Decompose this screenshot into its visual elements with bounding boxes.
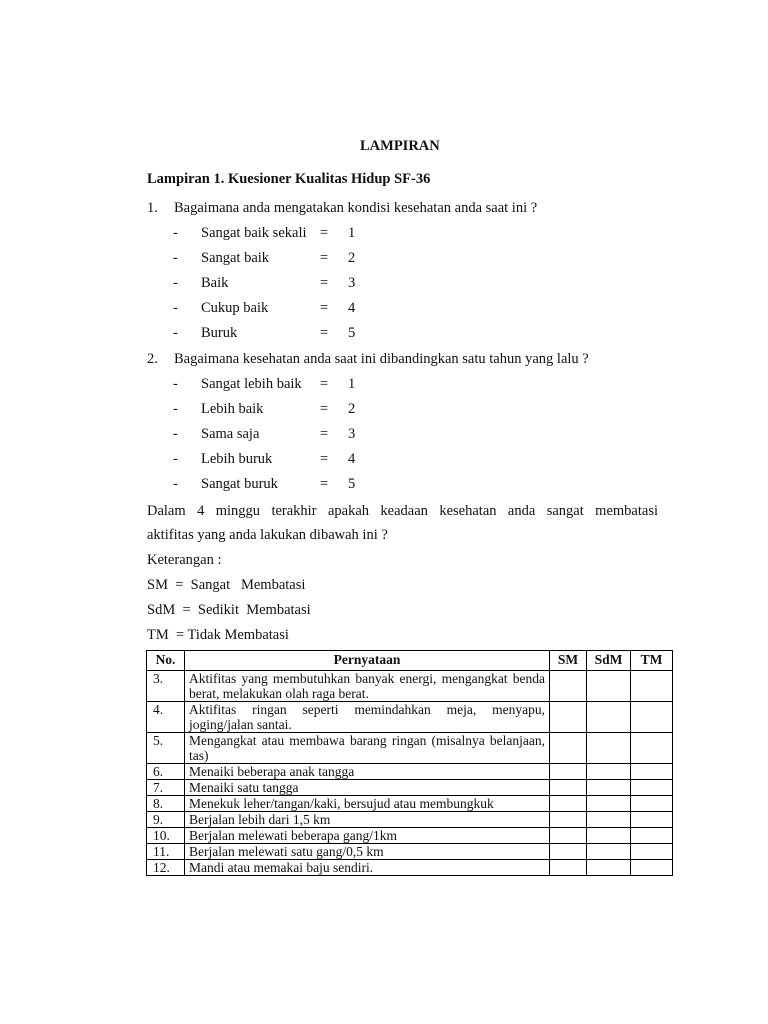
row-statement: Berjalan melewati satu gang/0,5 km [185, 844, 550, 860]
answer-cell-sdm[interactable] [587, 671, 631, 702]
answer-cell-sm[interactable] [550, 780, 587, 796]
option-equals: = [320, 376, 329, 392]
answer-cell-tm[interactable] [631, 702, 673, 733]
option-equals: = [320, 225, 329, 241]
answer-cell-sm[interactable] [550, 702, 587, 733]
option-dash: - [173, 250, 178, 266]
answer-cell-sdm[interactable] [587, 844, 631, 860]
option-dash: - [173, 300, 178, 316]
row-statement: Aktifitas ringan seperti memindahkan meja, menyapu, joging/jalan santai. [185, 702, 550, 733]
answer-cell-sdm[interactable] [587, 828, 631, 844]
option-label: Lebih buruk [201, 451, 273, 467]
legend-sdm: SdM = Sedikit Membatasi [147, 602, 311, 618]
answer-cell-tm[interactable] [631, 796, 673, 812]
row-number: 9. [147, 812, 185, 828]
option-value: 5 [348, 476, 356, 492]
answer-cell-sdm[interactable] [587, 860, 631, 876]
header-pernyataan: Pernyataan [185, 651, 550, 671]
row-number: 10. [147, 828, 185, 844]
answer-cell-tm[interactable] [631, 764, 673, 780]
answer-cell-sm[interactable] [550, 671, 587, 702]
option-equals: = [320, 275, 329, 291]
option-dash: - [173, 426, 178, 442]
header-sdm: SdM [587, 651, 631, 671]
option-equals: = [320, 401, 329, 417]
answer-cell-sm[interactable] [550, 844, 587, 860]
option-equals: = [320, 451, 329, 467]
answer-cell-tm[interactable] [631, 812, 673, 828]
option-label: Sangat baik sekali [201, 225, 307, 241]
option-equals: = [320, 250, 329, 266]
option-value: 4 [348, 451, 356, 467]
row-statement: Mandi atau memakai baju sendiri. [185, 860, 550, 876]
option-value: 2 [348, 250, 356, 266]
row-number: 5. [147, 733, 185, 764]
option-equals: = [320, 325, 329, 341]
answer-cell-sm[interactable] [550, 860, 587, 876]
header-sm: SM [550, 651, 587, 671]
option-label: Buruk [201, 325, 238, 341]
table-row [147, 780, 673, 796]
answer-cell-sm[interactable] [550, 828, 587, 844]
option-label: Baik [201, 275, 229, 291]
row-statement: Aktifitas yang membutuhkan banyak energi, mengangkat benda berat, melakukan olah raga berat. [185, 671, 550, 702]
option-dash: - [173, 476, 178, 492]
answer-cell-sm[interactable] [550, 764, 587, 780]
row-statement: Menekuk leher/tangan/kaki, bersujud atau membungkuk [185, 796, 550, 812]
question-number: 1. [147, 200, 158, 216]
legend-sm: SM = Sangat Membatasi [147, 577, 306, 593]
option-equals: = [320, 426, 329, 442]
option-value: 1 [348, 225, 356, 241]
table-row [147, 828, 673, 844]
option-dash: - [173, 225, 178, 241]
option-label: Sangat lebih baik [201, 376, 302, 392]
question-text: Bagaimana anda mengatakan kondisi kesehatan anda saat ini ? [174, 200, 538, 216]
row-statement: Menaiki beberapa anak tangga [185, 764, 550, 780]
header-no: No. [147, 651, 185, 671]
table-row [147, 702, 673, 733]
row-number: 7. [147, 780, 185, 796]
option-value: 1 [348, 376, 356, 392]
intro-text-line-1: Dalam 4 minggu terakhir apakah keadaan kesehatan anda sangat membatasi [147, 503, 658, 519]
answer-cell-sdm[interactable] [587, 796, 631, 812]
answer-cell-tm[interactable] [631, 860, 673, 876]
option-equals: = [320, 476, 329, 492]
row-number: 8. [147, 796, 185, 812]
keterangan-label: Keterangan : [147, 552, 222, 568]
answer-cell-tm[interactable] [631, 780, 673, 796]
option-equals: = [320, 300, 329, 316]
option-dash: - [173, 325, 178, 341]
table-row [147, 733, 673, 764]
answer-cell-tm[interactable] [631, 844, 673, 860]
option-value: 5 [348, 325, 356, 341]
answer-cell-sdm[interactable] [587, 733, 631, 764]
option-value: 2 [348, 401, 356, 417]
row-number: 6. [147, 764, 185, 780]
option-label: Sangat baik [201, 250, 270, 266]
question-number: 2. [147, 351, 158, 367]
answer-cell-tm[interactable] [631, 671, 673, 702]
table-header-row [147, 651, 673, 671]
answer-cell-tm[interactable] [631, 828, 673, 844]
row-number: 12. [147, 860, 185, 876]
answer-cell-sm[interactable] [550, 796, 587, 812]
option-dash: - [173, 376, 178, 392]
table-row [147, 764, 673, 780]
answer-cell-sdm[interactable] [587, 812, 631, 828]
answer-cell-sdm[interactable] [587, 702, 631, 733]
row-statement: Berjalan melewati beberapa gang/1km [185, 828, 550, 844]
question-text: Bagaimana kesehatan anda saat ini dibandingkan satu tahun yang lalu ? [174, 351, 589, 367]
row-number: 4. [147, 702, 185, 733]
option-label: Lebih baik [201, 401, 264, 417]
answer-cell-sdm[interactable] [587, 764, 631, 780]
table-row [147, 844, 673, 860]
option-label: Cukup baik [201, 300, 269, 316]
option-dash: - [173, 275, 178, 291]
option-label: Sangat buruk [201, 476, 278, 492]
option-value: 3 [348, 275, 356, 291]
answer-cell-sm[interactable] [550, 812, 587, 828]
row-statement: Menaiki satu tangga [185, 780, 550, 796]
table-row [147, 796, 673, 812]
option-dash: - [173, 451, 178, 467]
answer-cell-sdm[interactable] [587, 780, 631, 796]
answer-cell-tm[interactable] [631, 733, 673, 764]
option-value: 3 [348, 426, 356, 442]
page-title: LAMPIRAN [360, 138, 440, 154]
header-tm: TM [631, 651, 673, 671]
legend-tm: TM = Tidak Membatasi [147, 627, 289, 643]
row-statement: Berjalan lebih dari 1,5 km [185, 812, 550, 828]
row-number: 11. [147, 844, 185, 860]
option-dash: - [173, 401, 178, 417]
row-statement: Mengangkat atau membawa barang ringan (misalnya belanjaan, tas) [185, 733, 550, 764]
appendix-subtitle: Lampiran 1. Kuesioner Kualitas Hidup SF-36 [147, 171, 431, 187]
answer-cell-sm[interactable] [550, 733, 587, 764]
intro-text-line-2: aktifitas yang anda lakukan dibawah ini ? [147, 527, 388, 543]
table-row [147, 812, 673, 828]
row-number: 3. [147, 671, 185, 702]
questionnaire-table [146, 650, 673, 876]
table-row [147, 860, 673, 876]
option-value: 4 [348, 300, 356, 316]
option-label: Sama saja [201, 426, 260, 442]
table-row [147, 671, 673, 702]
